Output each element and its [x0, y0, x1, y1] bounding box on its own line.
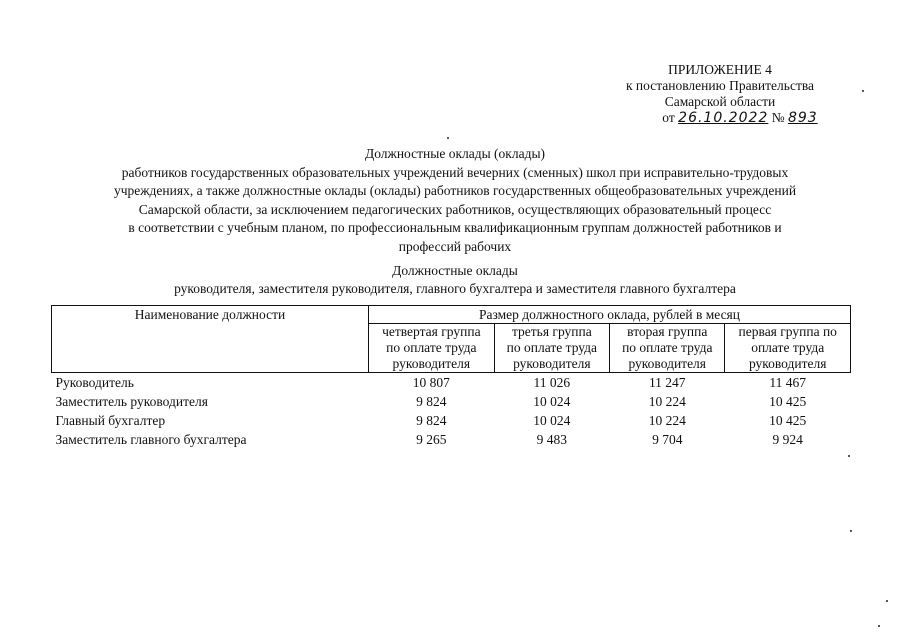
table-heading: [40, 262, 870, 298]
group-header-line: первая группа по: [738, 324, 837, 339]
salary-value: 9 704: [652, 432, 683, 447]
heading-line-4: Самарской области, за исключением педагогических работников, осуществляющих образовательный процесс: [138, 201, 772, 217]
position-name: Заместитель главного бухгалтера: [55, 432, 247, 447]
group-header-line: четвертая группа: [382, 324, 481, 339]
salary-value: 10 807: [412, 375, 450, 390]
salary-value: 11 467: [769, 375, 807, 390]
salary-value: 10 024: [533, 413, 571, 428]
group-header-line: по оплате труда: [506, 340, 598, 355]
number-prefix: №: [771, 110, 785, 125]
heading-line-6: профессий рабочих: [398, 238, 512, 254]
salary-value: 10 024: [533, 394, 571, 409]
salary-value: 9 265: [416, 432, 447, 447]
group-header-line: оплате труда: [751, 340, 825, 355]
scan-speck: [850, 530, 852, 532]
salary-value: 10 425: [769, 394, 807, 409]
handwritten-number: 893: [787, 110, 818, 126]
table-row: [52, 373, 851, 393]
salary-value: 11 026: [533, 375, 571, 390]
handwritten-date: 26.10.2022: [678, 110, 769, 126]
group-header-line: руководителя: [513, 356, 591, 371]
date-prefix: от: [662, 110, 675, 125]
document-heading: [40, 145, 870, 257]
appendix-title: ПРИЛОЖЕНИЕ 4: [668, 62, 772, 77]
scan-speck: [886, 600, 888, 602]
position-name: Руководитель: [55, 375, 134, 390]
salary-value: 9 824: [416, 413, 447, 428]
heading-line-3: учреждениях, а также должностные оклады (оклады) работников государственных общеобразовательных учреждений: [113, 183, 797, 199]
salary-value: 10 224: [648, 413, 686, 428]
appendix-header: [600, 62, 840, 126]
group-header-line: руководителя: [748, 356, 827, 371]
table-row: [52, 411, 851, 430]
scan-speck: [862, 90, 864, 92]
subheading-line-2: руководителя, заместителя руководителя, главного бухгалтера и заместителя главного бухгалтера: [174, 281, 736, 296]
heading-line-1: Должностные оклады (оклады): [364, 146, 546, 161]
group-header-line: руководителя: [628, 356, 707, 371]
group-header-line: по оплате труда: [386, 340, 477, 355]
salary-value: 11 247: [648, 375, 686, 390]
heading-line-5: в соответствии с учебным планом, по профессиональным квалификационным группам должностей работников и: [128, 220, 782, 236]
salary-value: 9 824: [416, 394, 447, 409]
table-row: [52, 430, 851, 449]
salary-value: 9 924: [772, 432, 803, 447]
group-header-line: по оплате труда: [622, 340, 713, 355]
group-header-line: вторая группа: [627, 324, 708, 339]
salary-value: 10 425: [769, 413, 807, 428]
group-header-3: [494, 324, 609, 373]
group-header-4: [369, 324, 495, 373]
column-header-position: Наименование должности: [52, 306, 369, 373]
scan-speck: [878, 625, 880, 627]
group-header-2: [610, 324, 725, 373]
scan-speck: [848, 455, 850, 457]
appendix-line-2: Самарской области: [664, 94, 776, 109]
scan-speck: [447, 137, 449, 139]
position-name: Заместитель руководителя: [55, 394, 208, 409]
appendix-line-1: к постановлению Правительства: [625, 78, 815, 93]
heading-line-2: работников государственных образовательных учреждений вечерних (сменных) школ при исправительно-трудовых: [121, 164, 789, 180]
group-header-line: третья группа: [511, 324, 592, 339]
table-row: [52, 392, 851, 411]
subheading-line-1: Должностные оклады: [392, 263, 518, 278]
group-header-1: [725, 324, 851, 373]
position-name: Главный бухгалтер: [55, 413, 166, 428]
group-header-line: руководителя: [392, 356, 471, 371]
column-header-salary: Размер должностного оклада, рублей в месяц: [369, 306, 851, 324]
salary-value: 10 224: [648, 394, 686, 409]
salary-value: 9 483: [536, 432, 568, 447]
table-header-row: [52, 306, 851, 324]
salary-table: [51, 305, 851, 449]
appendix-date-line: [600, 110, 840, 126]
